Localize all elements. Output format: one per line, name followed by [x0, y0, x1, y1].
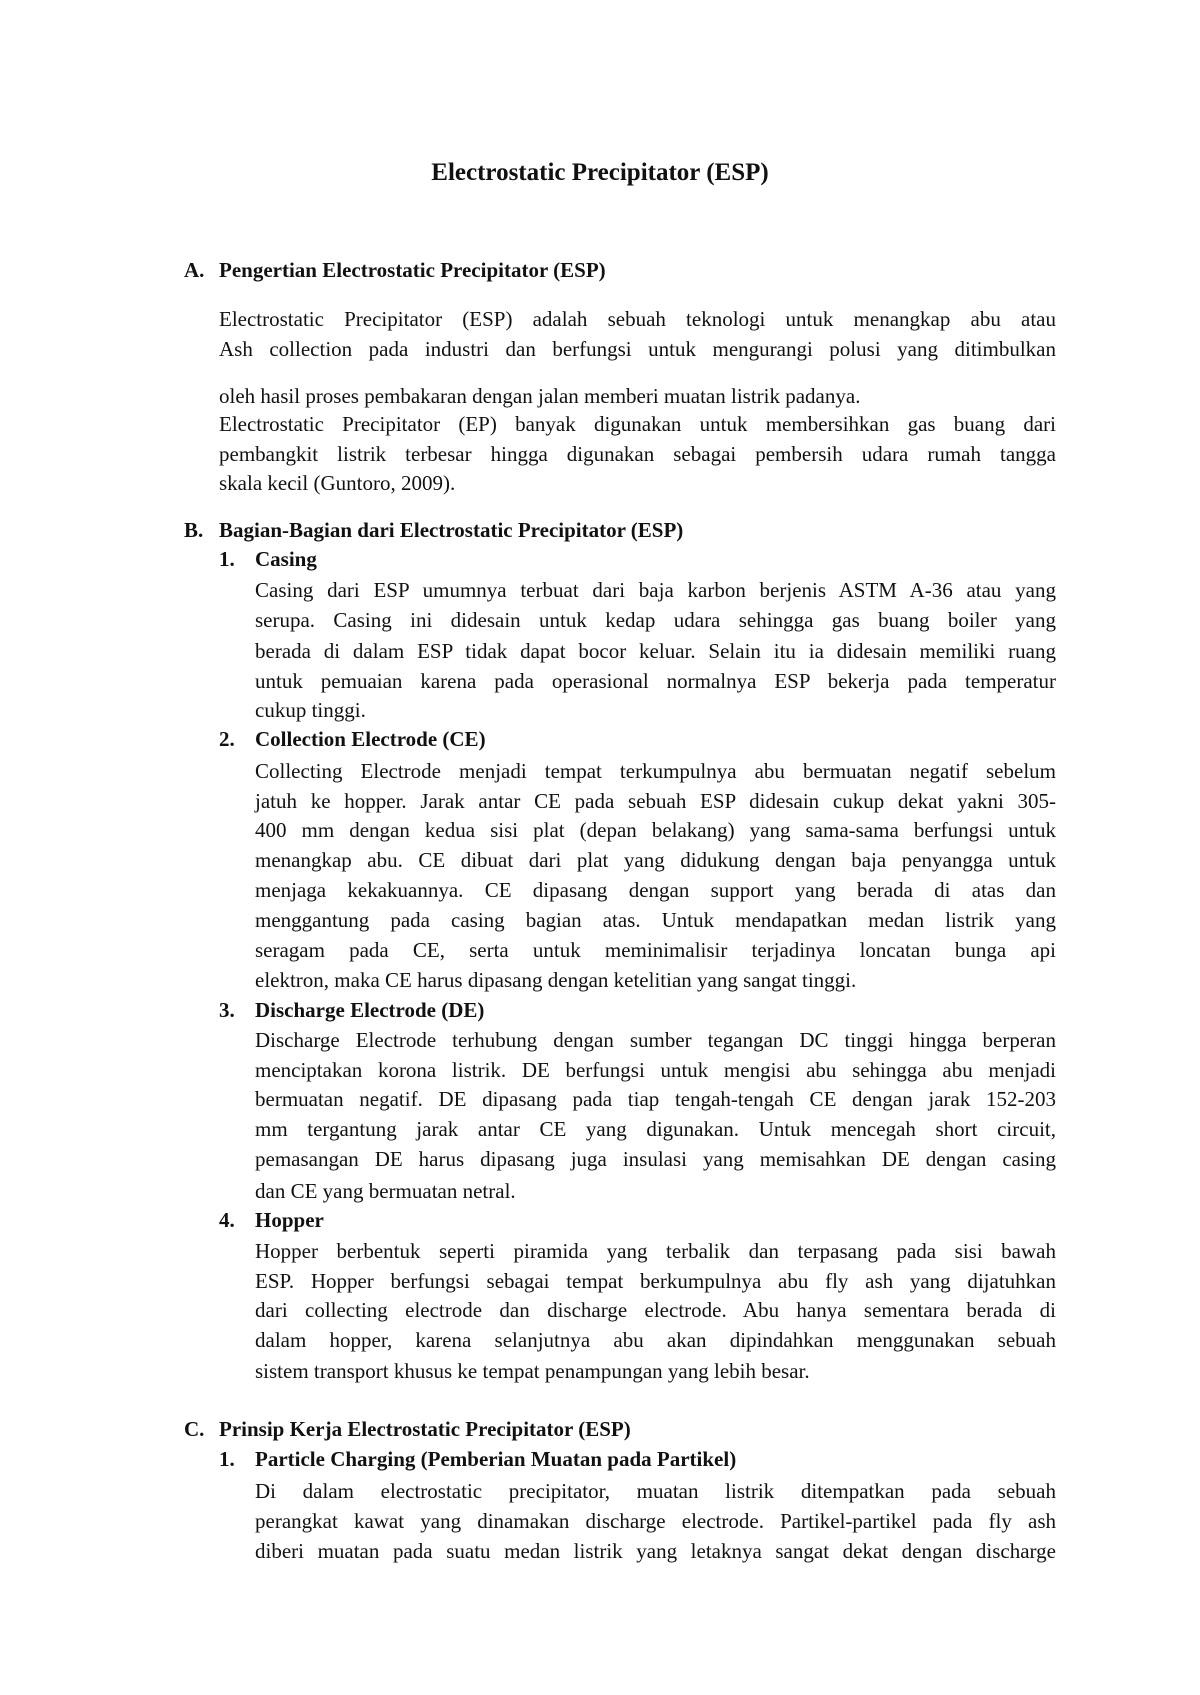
item-body-line: pemasangan DE harus dipasang juga insulasi yang memisahkan DE dengan casing — [255, 1147, 1056, 1171]
item-body-line: Di dalam electrostatic precipitator, muatan listrik ditempatkan pada sebuah — [255, 1479, 1056, 1503]
item-body-line: 400 mm dengan kedua sisi plat (depan belakang) yang sama-sama berfungsi untuk — [255, 818, 1056, 842]
item-body-line: menciptakan korona listrik. DE berfungsi untuk mengisi abu sehingga abu menjadi — [255, 1058, 1056, 1082]
item-body-line: ESP. Hopper berfungsi sebagai tempat berkumpulnya abu fly ash yang dijatuhkan — [255, 1269, 1056, 1293]
item-heading: Collection Electrode (CE) — [255, 727, 486, 751]
item-body-line: bermuatan negatif. DE dipasang pada tiap tengah-tengah CE dengan jarak 152-203 — [255, 1087, 1056, 1111]
item-body-line: Collecting Electrode menjadi tempat terkumpulnya abu bermuatan negatif sebelum — [255, 759, 1056, 783]
document-title: Electrostatic Precipitator (ESP) — [431, 159, 769, 186]
item-body-line: berada di dalam ESP tidak dapat bocor keluar. Selain itu ia didesain memiliki ruang — [255, 639, 1056, 663]
section-heading: Prinsip Kerja Electrostatic Precipitator (ESP) — [219, 1417, 631, 1441]
item-body-line: menggantung pada casing bagian atas. Untuk mendapatkan medan listrik yang — [255, 908, 1056, 932]
item-body-line: diberi muatan pada suatu medan listrik yang letaknya sangat dekat dengan discharge — [255, 1539, 1056, 1563]
paragraph-line: oleh hasil proses pembakaran dengan jalan memberi muatan listrik padanya. — [219, 384, 861, 408]
item-body-line: dan CE yang bermuatan netral. — [255, 1179, 516, 1203]
item-body-line: cukup tinggi. — [255, 698, 366, 722]
section-letter: A. — [184, 258, 205, 282]
paragraph-line: Electrostatic Precipitator (EP) banyak digunakan untuk membersihkan gas buang dari — [219, 412, 1056, 436]
item-body-line: Casing dari ESP umumnya terbuat dari baja karbon berjenis ASTM A-36 atau yang — [255, 578, 1056, 602]
item-body-line: untuk pemuaian karena pada operasional normalnya ESP bekerja pada temperatur — [255, 669, 1056, 693]
item-body-line: perangkat kawat yang dinamakan discharge electrode. Partikel-partikel pada fly ash — [255, 1509, 1056, 1533]
item-number: 4. — [219, 1208, 235, 1232]
item-heading: Particle Charging (Pemberian Muatan pada Partikel) — [255, 1447, 737, 1471]
item-body-line: Discharge Electrode terhubung dengan sumber tegangan DC tinggi hingga berperan — [255, 1028, 1056, 1052]
item-heading: Hopper — [255, 1208, 324, 1232]
item-body-line: Hopper berbentuk seperti piramida yang terbalik dan terpasang pada sisi bawah — [255, 1239, 1056, 1263]
section-letter: C. — [184, 1417, 205, 1441]
paragraph-line: skala kecil (Guntoro, 2009). — [219, 471, 456, 495]
item-body-line: elektron, maka CE harus dipasang dengan ketelitian yang sangat tinggi. — [255, 968, 857, 992]
item-body-line: menangkap abu. CE dibuat dari plat yang didukung dengan baja penyangga untuk — [255, 848, 1056, 872]
item-body-line: jatuh ke hopper. Jarak antar CE pada sebuah ESP didesain cukup dekat yakni 305- — [255, 789, 1056, 813]
item-heading: Casing — [255, 547, 317, 571]
item-body-line: sistem transport khusus ke tempat penampungan yang lebih besar. — [255, 1359, 810, 1383]
item-body-line: menjaga kekakuannya. CE dipasang dengan support yang berada di atas dan — [255, 878, 1056, 902]
item-body-line: dari collecting electrode dan discharge electrode. Abu hanya sementara berada di — [255, 1298, 1056, 1322]
section-heading: Pengertian Electrostatic Precipitator (ESP) — [219, 258, 606, 282]
item-body-line: serupa. Casing ini didesain untuk kedap udara sehingga gas buang boiler yang — [255, 608, 1056, 632]
item-heading: Discharge Electrode (DE) — [255, 998, 485, 1022]
item-number: 1. — [219, 547, 235, 571]
section-heading: Bagian-Bagian dari Electrostatic Precipitator (ESP) — [219, 518, 684, 542]
item-number: 3. — [219, 998, 235, 1022]
paragraph-line: Electrostatic Precipitator (ESP) adalah sebuah teknologi untuk menangkap abu atau — [219, 307, 1056, 331]
item-number: 2. — [219, 727, 235, 751]
item-body-line: dalam hopper, karena selanjutnya abu akan dipindahkan menggunakan sebuah — [255, 1328, 1056, 1352]
paragraph-line: pembangkit listrik terbesar hingga digunakan sebagai pembersih udara rumah tangga — [219, 442, 1056, 466]
item-body-line: seragam pada CE, serta untuk meminimalisir terjadinya loncatan bunga api — [255, 938, 1056, 962]
section-letter: B. — [184, 518, 204, 542]
item-number: 1. — [219, 1447, 235, 1471]
item-body-line: mm tergantung jarak antar CE yang digunakan. Untuk mencegah short circuit, — [255, 1117, 1056, 1141]
paragraph-line: Ash collection pada industri dan berfungsi untuk mengurangi polusi yang ditimbulkan — [219, 337, 1056, 361]
